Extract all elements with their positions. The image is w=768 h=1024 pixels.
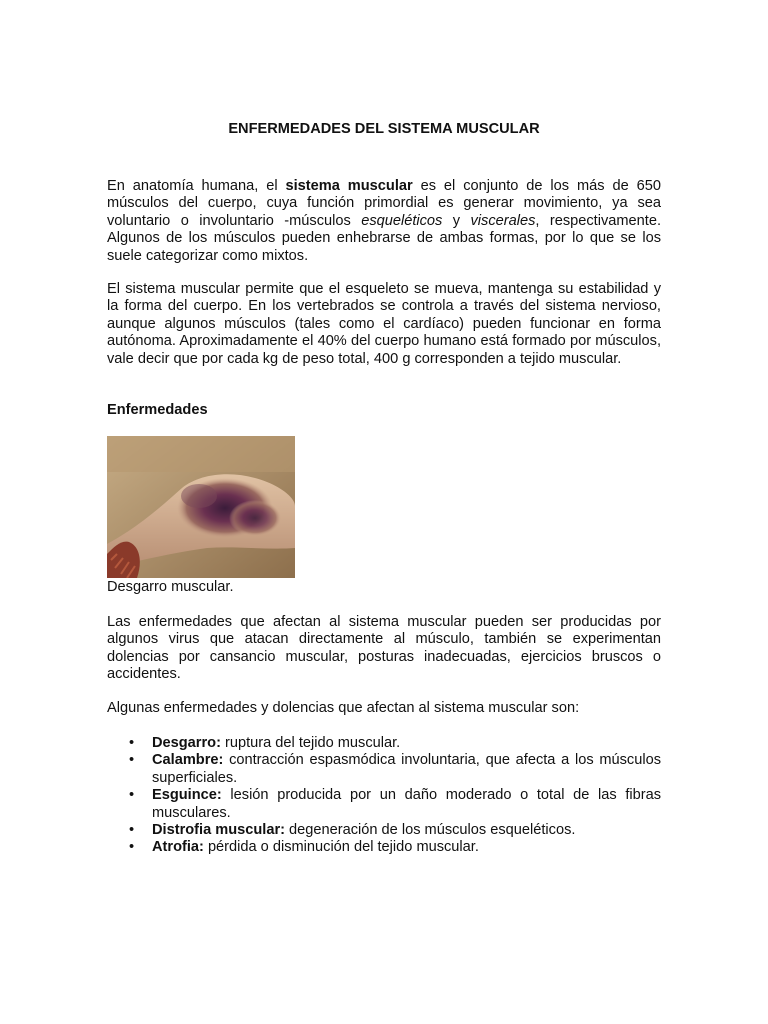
disease-description: pérdida o disminución del tejido muscular. xyxy=(203,839,479,856)
intro-bold-term: sistema muscular xyxy=(285,178,413,194)
intro-paragraph xyxy=(107,178,661,265)
bullet-icon: • xyxy=(129,735,135,751)
list-item xyxy=(107,735,661,752)
intro-text-3: y xyxy=(442,212,471,229)
disease-description: ruptura del tejido muscular. xyxy=(220,735,401,751)
disease-description: contracción espasmódica involuntaria, que afecta a los músculos superficiales. xyxy=(152,752,661,786)
list-item xyxy=(107,839,661,856)
disease-list xyxy=(107,735,661,857)
muscle-tear-photo xyxy=(107,436,295,578)
bullet-icon: • xyxy=(129,822,135,839)
disease-term: Esguince: xyxy=(152,787,222,804)
document-title: ENFERMEDADES DEL SISTEMA MUSCULAR xyxy=(228,121,540,137)
paragraph-3: Las enfermedades que afectan al sistema muscular pueden ser producidas por algunos virus que atacan directamente al músculo, también se experimentan dolencias por cansancio muscular, posturas inadecuadas, ejercicios bruscos o accidentes. xyxy=(107,614,661,683)
disease-term: Distrofia muscular: xyxy=(152,822,285,839)
disease-term: Atrofia: xyxy=(152,839,204,856)
bullet-icon: • xyxy=(129,787,135,804)
intro-text-4: , respectivamente. Algunos de los músculos pueden enhebrarse de ambas formas, por lo que se los suele categorizar como mixtos. xyxy=(107,212,661,264)
disease-description: lesión producida por un daño moderado o total de las fibras musculares. xyxy=(152,787,661,821)
image-caption: Desgarro muscular. xyxy=(107,579,234,595)
intro-italic-term-1: esqueléticos xyxy=(361,212,443,229)
bullet-icon: • xyxy=(129,839,135,856)
paragraph-4: Algunas enfermedades y dolencias que afectan al sistema muscular son: xyxy=(107,700,580,716)
disease-term: Desgarro: xyxy=(152,735,221,751)
intro-italic-term-2: viscerales xyxy=(470,212,536,229)
list-item xyxy=(107,787,661,822)
bullet-icon: • xyxy=(129,752,135,769)
disease-description: degeneración de los músculos esqueléticos. xyxy=(285,822,576,839)
list-item xyxy=(107,822,661,839)
disease-term: Calambre: xyxy=(152,752,224,769)
paragraph-2: El sistema muscular permite que el esqueleto se mueva, mantenga su estabilidad y la forma del cuerpo. En los vertebrados se controla a través del sistema nervioso, aunque algunos músculos (tales como el cardíaco) pueden funcionar en forma autónoma. Aproximadamente el 40% del cuerpo humano está formado por músculos, vale decir que por cada kg de peso total, 400 g corresponden a tejido muscular. xyxy=(107,281,661,367)
section-heading: Enfermedades xyxy=(107,402,208,418)
intro-text-1: En anatomía humana, el xyxy=(107,178,286,194)
intro-text-2: es el conjunto de los más de 650 músculos del cuerpo, cuya función primordial es generar movimiento, ya sea voluntario o involuntario -músculos xyxy=(107,178,661,229)
list-item xyxy=(107,752,661,787)
